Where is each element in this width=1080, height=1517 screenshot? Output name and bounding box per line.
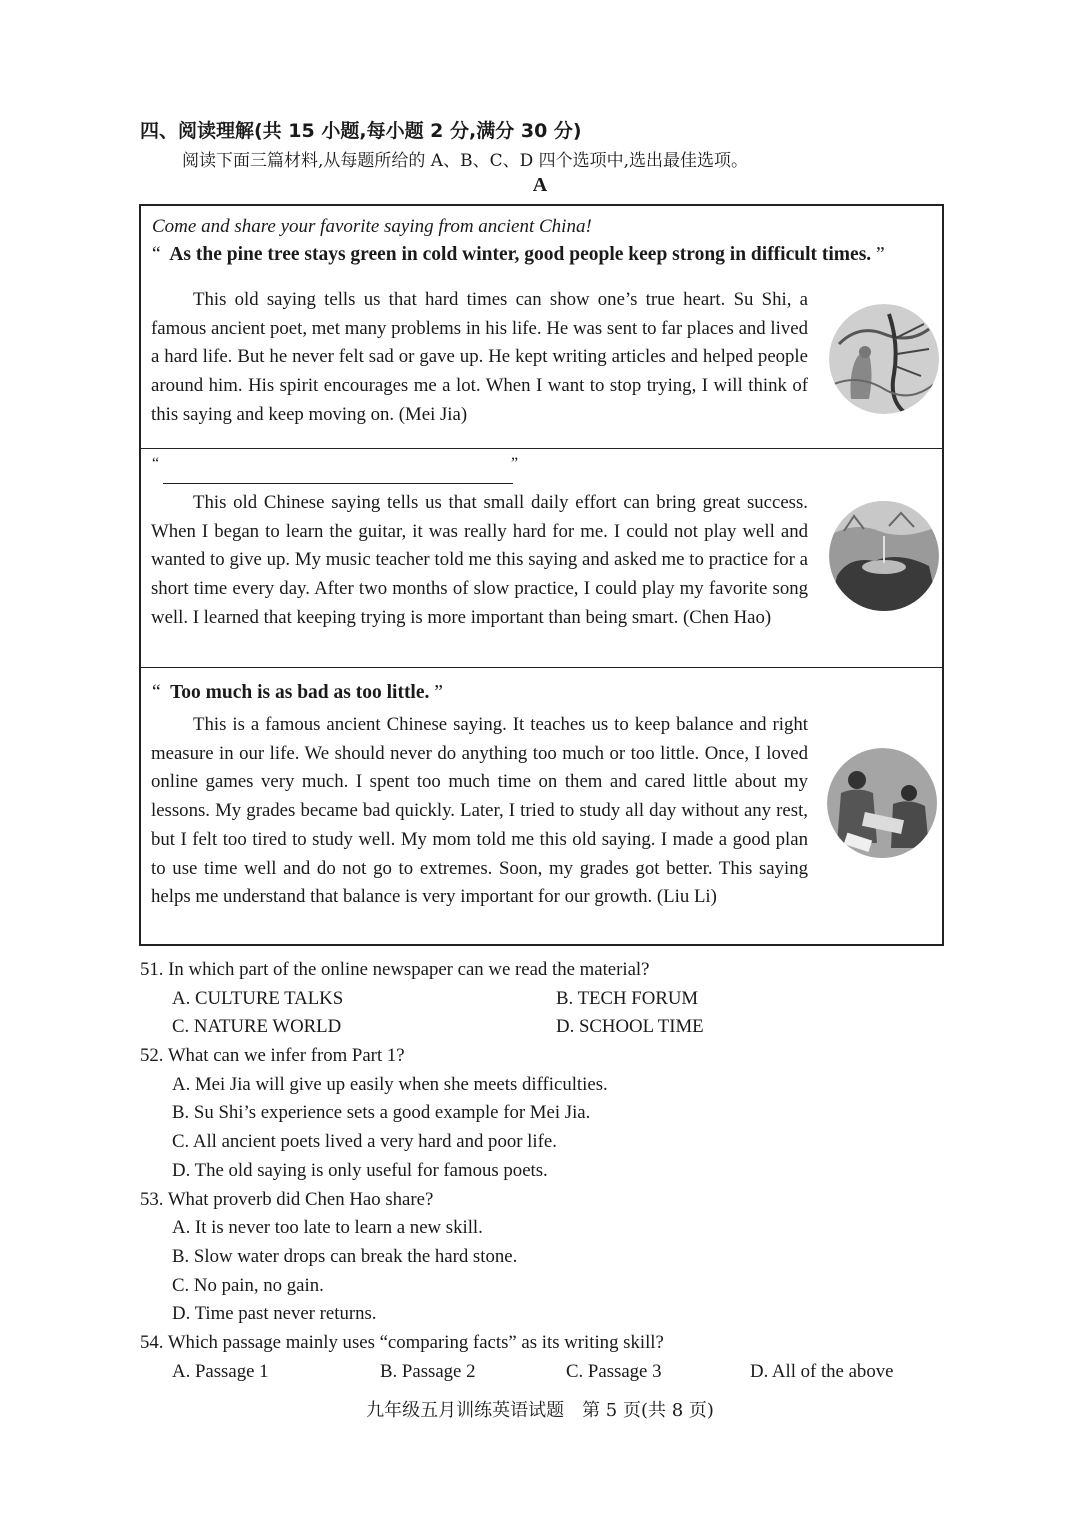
- option-a[interactable]: A. It is never too late to learn a new skill.: [172, 1217, 483, 1239]
- option-b[interactable]: B. Passage 2: [380, 1360, 476, 1382]
- paragraph-1: [151, 286, 808, 430]
- intro-text: Come and share your favorite saying from ancient China!: [152, 216, 592, 237]
- option-c[interactable]: C. Passage 3: [566, 1360, 662, 1382]
- option-c[interactable]: C. NATURE WORLD: [172, 1016, 342, 1038]
- saying-text: Too much is as bad as too little.: [170, 682, 430, 703]
- su-shi-painting-image: [829, 304, 939, 414]
- question-54-options-row: [140, 1358, 940, 1387]
- paragraph-text: This old Chinese saying tells us that small daily effort can bring great success. When I began to learn the guitar, it was really hard for me. I could not play well and wanted to give up. My music teacher told me this saying and asked me to practice for a short time every day. After two months of slow practice, I could play my favorite song well. I learned that keeping trying is more important than being smart. (Chen Hao): [151, 492, 808, 628]
- missing-saying-blank: [163, 483, 513, 484]
- option-d[interactable]: D. The old saying is only useful for famous poets.: [172, 1159, 548, 1181]
- questions-section: [140, 956, 940, 1386]
- option-c[interactable]: C. All ancient poets lived a very hard and poor life.: [172, 1131, 557, 1153]
- part-3: [141, 668, 942, 944]
- quote-open: “: [152, 244, 161, 265]
- paragraph-3: [151, 711, 808, 912]
- paragraph-text: This is a famous ancient Chinese saying. It teaches us to keep balance and right measure in our life. We should never do anything too much or too little. Once, I loved online games very much. I spent too much time on them and cared little about my lessons. My grades became bad quickly. Later, I tried to study all day without any rest, but I felt too tired to study well. My mom told me this old saying. I made a good plan to use time well and do not go to extremes. Soon, my grades got better. This saying helps me understand that balance is very important for our growth. (Liu Li): [151, 714, 808, 908]
- option-d[interactable]: D. SCHOOL TIME: [556, 1016, 704, 1038]
- question-53-stem: 53. What proverb did Chen Hao share?: [140, 1188, 434, 1210]
- paragraph-2: [151, 489, 808, 633]
- saying-3: [152, 682, 443, 704]
- instruction: 阅读下面三篇材料,从每题所给的 A、B、C、D 四个选项中,选出最佳选项。: [182, 151, 749, 171]
- option-c[interactable]: C. No pain, no gain.: [172, 1274, 324, 1296]
- option-b[interactable]: B. TECH FORUM: [556, 987, 699, 1009]
- blank-quote-open: “: [152, 455, 160, 472]
- question-52-stem: 52. What can we infer from Part 1?: [140, 1045, 405, 1067]
- section-title: 四、阅读理解(共 15 小题,每小题 2 分,满分 30 分): [140, 120, 582, 142]
- part-2: [141, 449, 942, 668]
- option-d[interactable]: D. Time past never returns.: [172, 1303, 377, 1325]
- question-54-stem: 54. Which passage mainly uses “comparing facts” as its writing skill?: [140, 1331, 664, 1353]
- quote-close: ”: [434, 682, 443, 703]
- water-stone-painting-image: [829, 501, 939, 611]
- blank-quote-close: ”: [511, 455, 519, 472]
- quote-close: ”: [876, 244, 885, 265]
- option-a[interactable]: A. CULTURE TALKS: [172, 987, 344, 1009]
- question-51-options-row-2: [140, 1013, 940, 1042]
- paragraph-text: This old saying tells us that hard times can show one’s true heart. Su Shi, a famous ancient poet, met many problems in his life. He was sent to far places and lived a hard life. But he never felt sad or gave up. He kept writing articles and helped people around him. His spirit encourages me a lot. When I want to stop trying, I will think of this saying and keep moving on. (Mei Jia): [151, 289, 808, 425]
- option-b[interactable]: B. Su Shi’s experience sets a good example for Mei Jia.: [172, 1102, 591, 1124]
- question-51-options-row-1: [140, 985, 940, 1014]
- scholars-painting-image: [827, 748, 937, 858]
- option-b[interactable]: B. Slow water drops can break the hard stone.: [172, 1245, 518, 1267]
- option-d[interactable]: D. All of the above: [750, 1360, 894, 1382]
- part-1: [141, 206, 942, 449]
- passage-box: [139, 204, 944, 946]
- option-a[interactable]: A. Passage 1: [172, 1360, 269, 1382]
- passage-letter: A: [532, 174, 548, 196]
- saying-text: As the pine tree stays green in cold winter, good people keep strong in difficult times.: [169, 244, 872, 265]
- quote-open: “: [152, 682, 161, 703]
- option-a[interactable]: A. Mei Jia will give up easily when she meets difficulties.: [172, 1073, 608, 1095]
- page-footer: 九年级五月训练英语试题 第 5 页(共 8 页): [366, 1400, 714, 1421]
- question-51-stem: 51. In which part of the online newspaper can we read the material?: [140, 959, 650, 980]
- saying-1: [152, 244, 885, 266]
